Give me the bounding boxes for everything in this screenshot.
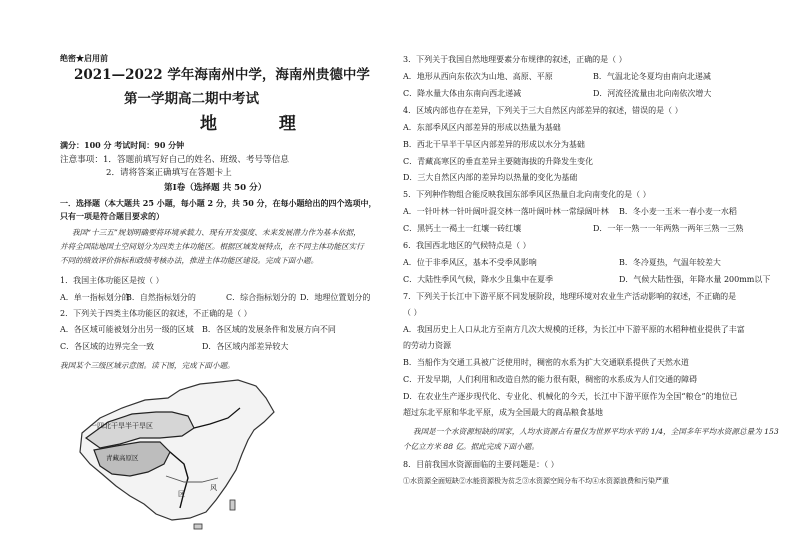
q5-option-b: B．冬小麦一玉米一春小麦一水稻 xyxy=(619,207,737,216)
question-1: 1．我国主体功能区是按（ ） xyxy=(60,276,164,285)
q1-option-c: C．综合指标划分的 xyxy=(226,293,297,302)
q5-option-c: C．黑钙土一褐土一红壤一砖红壤 xyxy=(403,224,522,233)
q7-option-b: B．当船作为交通工具被广泛使用时，稠密的水系为扩大交通联系提供了天然水道 xyxy=(403,358,689,367)
q7-option-c: C．开发早期，人们利用和改造自然的能力很有限，稠密的水系成为人们交通的障碍 xyxy=(403,375,698,384)
map-label-northwest: 一四北干旱半干旱区 xyxy=(90,422,153,430)
secret-mark: 绝密★启用前 xyxy=(60,53,108,63)
q3-option-b: B．气温北论冬夏均由南向北递减 xyxy=(593,72,711,81)
q2-option-d: D．各区域内部差异较大 xyxy=(202,342,289,351)
q3-option-a: A．地形从西向东依次为山地、高原、平原 xyxy=(403,72,553,81)
question-7: 7．下列关于长江中下游平原不同发展阶段，地理环境对农业生产活动影响的叙述，不正确的是 xyxy=(403,292,737,301)
q3-option-c: C．降水量大体由东南向西北递减 xyxy=(403,89,522,98)
q2-option-a: A．各区域可能被划分出另一级的区域 xyxy=(60,325,194,334)
question-6: 6．我国西北地区的气候特点是（ ） xyxy=(403,241,531,250)
question-4: 4．区域内部也存在差异，下列关于三大自然区内部差异的叙述，错误的是（ ） xyxy=(403,106,683,115)
q7-option-d-line2: 超过东北平原和华北平原，成为全国最大的商品粮食基地 xyxy=(403,408,603,417)
q6-option-b: B．冬冷夏热，气温年较差大 xyxy=(619,258,721,267)
q1-option-b: B．自然指标划分的 xyxy=(126,293,196,302)
q1-option-d: D．地理位置划分的 xyxy=(300,293,371,302)
q3-option-d: D．河流径流量由北向南依次增大 xyxy=(593,89,712,98)
exam-title-line2: 第一学期高二期中考试 xyxy=(124,91,259,107)
q5-option-d: D．一年一熟一一年两熟一两年三熟一三熟 xyxy=(593,224,744,233)
subject-title: 地 理 xyxy=(200,114,324,134)
passage1-line1: 我国“十三五”规划明确要将环境承载力、现有开发强度、未来发展潜力作为基本依据， xyxy=(72,228,361,237)
section-instructions-2: 只有一项是符合题目要求的） xyxy=(60,211,164,221)
q6-option-c: C．大陆性季风气候，降水少且集中在夏季 xyxy=(403,275,554,284)
q7-option-a-line1: A．我国历史上人口从北方至南方几次大规模的迁移，为长江中下游平原的水稻种植业提供了丰富 xyxy=(403,325,745,334)
q2-option-c: C．各区域的边界完全一致 xyxy=(60,342,155,351)
map-label-qinghai: 青藏高原区 xyxy=(106,455,139,462)
notes-line-2: 2．请将答案正确填写在答题卡上 xyxy=(106,168,232,178)
q7-paren: （ ） xyxy=(403,308,422,317)
right-column xyxy=(397,0,794,550)
hainan-island xyxy=(194,524,202,529)
q4-option-b: B．西北干旱半干旱区内部差异的形成以水分为基础 xyxy=(403,140,585,149)
q4-option-c: C．青藏高寒区的垂直差异主要随海拔的升降发生变化 xyxy=(403,157,594,166)
map-label-feng: 风 xyxy=(210,484,217,492)
passage1-line3: 不同的绩效评价指标和政绩考核办法，推进主体功能区建设。完成下面小题。 xyxy=(60,256,319,265)
q6-option-a: A．位于非季风区，基本不受季风影响 xyxy=(403,258,537,267)
passage2: 我国某个三级区域示意图。读下图，完成下面小题。 xyxy=(60,361,235,370)
notes-line-1: 注意事项：1．答题前填写好自己的姓名、班级、考号等信息 xyxy=(60,155,289,165)
q6-option-d: D．气候大陆性强，年降水量 200mm以下 xyxy=(619,275,771,284)
china-region-map xyxy=(60,378,315,533)
passage1-line2: 并将全国陆地国土空间划分为四类主体功能区。根据区域发展特点，在不同主体功能区实行 xyxy=(60,242,364,251)
q5-option-a: A．一针叶林一针叶阔叶混交林一落叶阔叶林一常绿阔叶林 xyxy=(403,207,609,216)
passage3-line1: 我国是一个水资源短缺的国家，人均水资源占有量仅为世界平均水平的 1/4，全国多年平均水资源总量为 153 xyxy=(413,427,779,436)
q8-options: ①水资源全面短缺②水能资源极为贫乏③水资源空间分布不均④水资源浪费和污染严重 xyxy=(403,477,669,485)
q7-option-d-line1: D．在农业生产逐步现代化、专业化、机械化的今天，长江中下游平原作为全国“粮仓”的地位已 xyxy=(403,392,738,401)
section-instructions-1: 一．选择题（本大题共 25 小题，每小题 2 分，共 50 分，在每小题给出的四个选项中， xyxy=(60,198,377,208)
question-8: 8．目前我国水资源面临的主要问题是：（ ） xyxy=(403,460,559,469)
q2-option-b: B．各区域的发展条件和发展方向不同 xyxy=(202,325,336,334)
q4-option-a: A．东部季风区内部差异的形成以热量为基础 xyxy=(403,123,561,132)
exam-title-line1: 2021—2022 学年海南州中学，海南州贵德中学 xyxy=(74,67,370,83)
question-2: 2．下列关于四类主体功能区的叙述，不正确的是（ ） xyxy=(60,309,252,318)
question-5: 5．下列种作物组合能反映我国东部季风区热量自北向南变化的是（ ） xyxy=(403,190,651,199)
q1-option-a: A．单一指标划分的 xyxy=(60,293,130,302)
question-3: 3．下列关于我国自然地理要素分布规律的叙述，正确的是（ ） xyxy=(403,55,627,64)
q4-option-d: D．三大自然区内部的差异均以热量的变化为基础 xyxy=(403,173,578,182)
score-line: 满分：100 分 考试时间：90 分钟 xyxy=(60,140,185,150)
q7-option-a-line2: 的劳动力资源 xyxy=(403,341,451,350)
map-label-region: 区 xyxy=(178,490,185,498)
section-title: 第Ⅰ卷（选择题 共 50 分） xyxy=(164,183,267,193)
passage3-line2: 个亿立方米 88 亿。据此完成下面小题。 xyxy=(403,442,539,451)
taiwan-island xyxy=(230,500,235,510)
